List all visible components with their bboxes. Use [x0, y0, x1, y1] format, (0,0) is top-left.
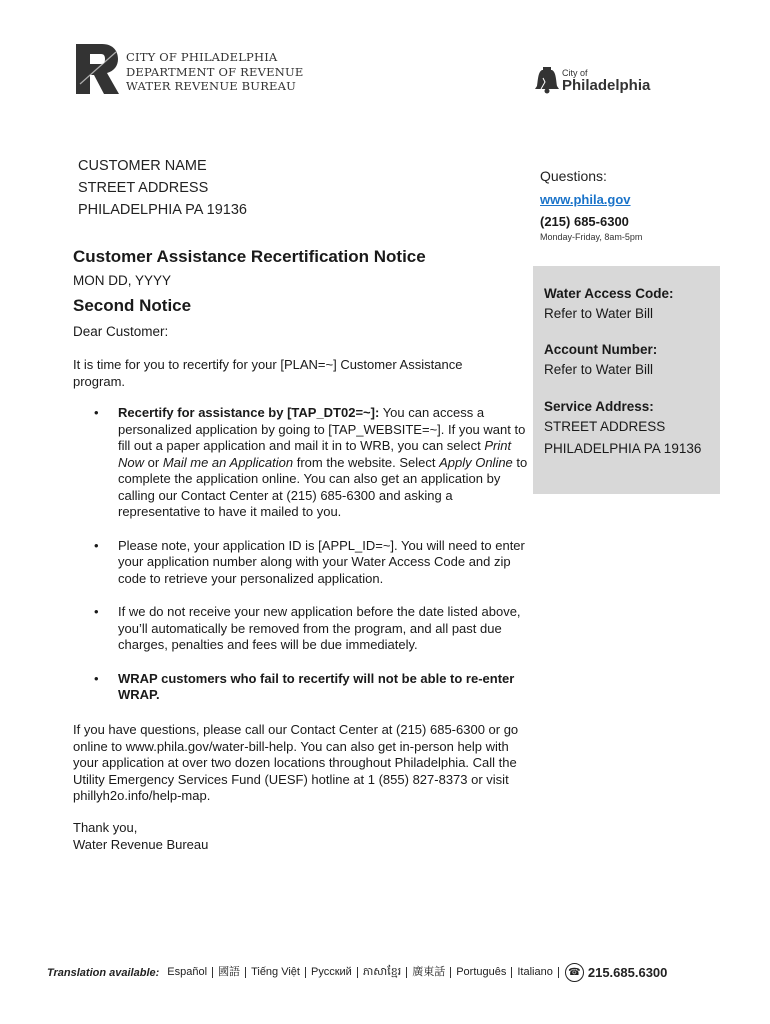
service-address-street: STREET ADDRESS [544, 419, 666, 434]
bullet-1-text: or [144, 454, 163, 470]
liberty-bell-icon [534, 64, 560, 96]
recipient-street: STREET ADDRESS [78, 180, 209, 196]
bullet-1-italic: Mail me an Application [162, 454, 294, 470]
list-item [92, 671, 532, 704]
list-item [92, 405, 532, 521]
bullet-icon: • [94, 537, 99, 553]
department-name [126, 50, 303, 94]
bullet-1-text: to complete the application online. You can also get an application by calling our Contact Center at (215) 685-6300 and asking a representative to have it mailed to you. [118, 454, 528, 519]
dept-line: WATER REVENUE BUREAU [126, 79, 297, 93]
language-option: Italiano [512, 967, 558, 978]
city-logo-name: Philadelphia [562, 77, 651, 94]
bullet-icon: • [94, 604, 99, 619]
notice-date: MON DD, YYYY [73, 273, 172, 288]
bullet-2-text: Please note, your application ID is [APPL_ID=~]. You will need to enter your application number along with your Water Access Code and zip code to retrieve your personalized application. [118, 537, 525, 586]
notice-subtitle: Second Notice [73, 296, 192, 315]
bullet-3-text: If we do not receive your new application before the date listed above, you’ll automatically be removed from the program, and all past due charges, penalties and fees will be due immediately. [118, 604, 521, 652]
greeting: Dear Customer: [73, 324, 169, 339]
closing-paragraph: If you have questions, please call our Contact Center at (215) 685-6300 or go online to www.phila.gov/water-bill-help. You can also get in-person help with your application at over two dozen locations throughout Philadelphia. Call the Utility Emergency Services Fund (UESF) hotline at 1 (855) 827-8373 or visit phillyh2o.info/help-map. [73, 722, 519, 803]
language-option: 國語 [213, 967, 246, 978]
language-option: Tiếng Việt [246, 967, 306, 978]
list-item [92, 604, 532, 654]
signature: Water Revenue Bureau [73, 836, 209, 852]
questions-label: Questions: [540, 168, 607, 184]
water-access-code-label: Water Access Code: [544, 286, 674, 301]
contact-phone: (215) 685-6300 [540, 214, 629, 229]
footer-phone: 215.685.6300 [587, 965, 668, 980]
water-access-code-value: Refer to Water Bill [544, 306, 654, 321]
language-option: Español [162, 967, 213, 978]
service-address-city: PHILADELPHIA PA 19136 [544, 441, 702, 456]
recipient-address [78, 155, 247, 221]
account-number-value: Refer to Water Bill [544, 362, 654, 377]
dept-line: DEPARTMENT OF REVENUE [126, 64, 304, 79]
bullet-1-italic: Apply Online [439, 454, 513, 470]
signature-block [73, 820, 208, 853]
revenue-logo-icon [76, 44, 120, 94]
account-info-box [533, 266, 720, 494]
translation-footer [47, 963, 727, 982]
recipient-city: PHILADELPHIA PA 19136 [78, 202, 248, 218]
city-logo-small-text: City of [562, 68, 588, 78]
bullet-icon: • [94, 670, 99, 686]
city-logo [534, 64, 659, 98]
translation-label: Translation available: [47, 966, 160, 979]
notice-title: Customer Assistance Recertification Notice [73, 247, 426, 266]
bullet-1-heading: Recertify for assistance by [TAP_DT02=~]: [118, 405, 380, 420]
bullet-1-text: You can access a personalized application by going to [TAP_WEBSITE=~]. If you want to fill out a paper application and mail it in to WRB, you can select [118, 405, 526, 453]
language-option: Português [451, 967, 512, 978]
list-item [92, 538, 532, 588]
intro-paragraph: It is time for you to recertify for your [PLAN=~] Customer Assistance program. [73, 357, 463, 389]
dept-line: CITY OF PHILADELPHIA [126, 50, 278, 64]
language-option: ភាសាខ្មែរ [358, 967, 407, 978]
service-address-label: Service Address: [544, 399, 654, 414]
notice-bullets [92, 405, 532, 721]
thanks-text: Thank you, [73, 820, 138, 835]
recipient-name: CUSTOMER NAME [78, 158, 207, 174]
phone-icon: ☎ [565, 963, 584, 982]
account-number-label: Account Number: [544, 342, 658, 357]
office-hours: Monday-Friday, 8am-5pm [540, 232, 643, 242]
bullet-1-italic: Print Now [118, 438, 512, 470]
language-option: 廣東話 [407, 967, 451, 978]
bullet-1-text: from the website. Select [293, 454, 440, 470]
website-link[interactable]: www.phila.gov [540, 192, 631, 207]
language-option: Русский [306, 967, 358, 978]
bullet-4-text: WRAP customers who fail to recertify will not be able to re-enter WRAP. [118, 670, 515, 702]
bullet-icon: • [94, 405, 99, 420]
